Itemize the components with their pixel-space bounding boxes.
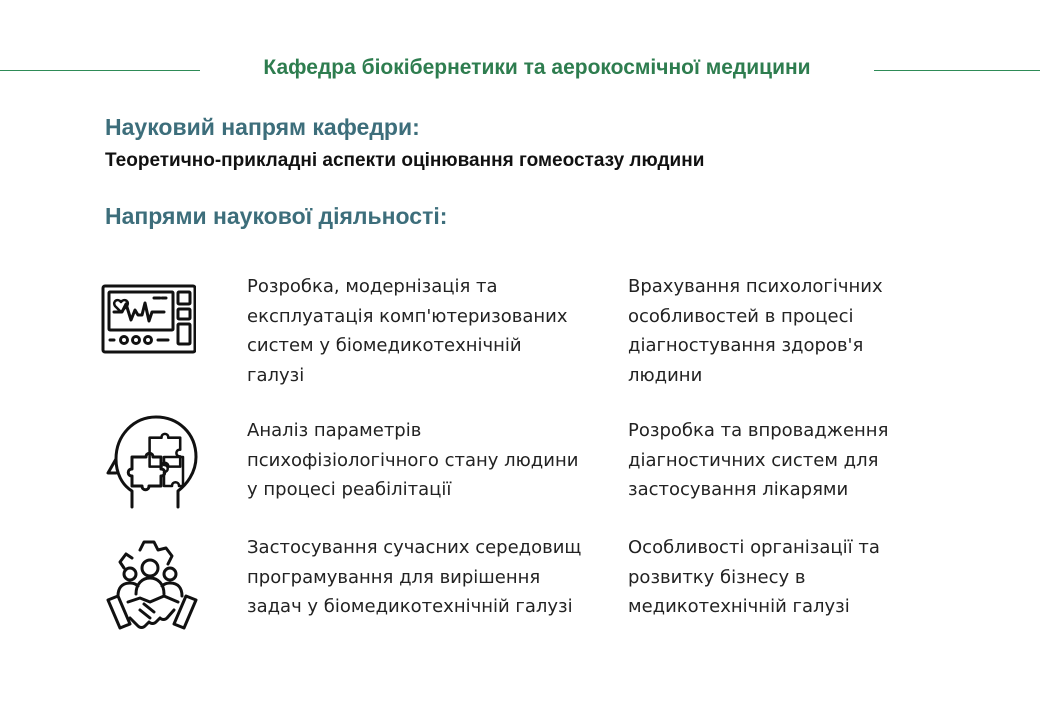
- text-line: програмування для вирішення: [247, 566, 541, 588]
- text-line: діагностування здоров'я: [628, 335, 864, 356]
- direction-2-left: [247, 416, 578, 505]
- text-line: психофізіологічного стану людини: [247, 449, 579, 471]
- direction-1-right: [628, 272, 883, 390]
- text-line: людини: [628, 364, 703, 386]
- direction-1-left: [247, 272, 567, 390]
- text-line: розвитку бізнесу в: [628, 566, 806, 588]
- text-line: галузі: [247, 364, 305, 386]
- text-line: Застосування сучасних середовищ: [247, 537, 582, 558]
- text-line: Розробка та впровадження: [628, 420, 889, 441]
- text-line: застосування лікарями: [628, 479, 849, 500]
- text-line: Особливості організації та: [628, 537, 880, 558]
- text-line: Аналіз параметрів: [247, 420, 422, 441]
- research-heading: Науковий напрям кафедри:: [105, 114, 420, 140]
- text-line: систем у біомедикотехнічній: [247, 335, 522, 356]
- text-line: особливостей в процесі: [628, 305, 854, 327]
- research-topic: Теоретично-прикладні аспекти оцінювання гомеостазу людини: [105, 150, 705, 171]
- text-line: експлуатація комп'ютеризованих: [247, 305, 568, 327]
- direction-3-left: [247, 533, 581, 622]
- text-line: задач у біомедикотехнічній галузі: [247, 596, 573, 617]
- header-divider-left: [0, 70, 200, 71]
- header-divider-right: [874, 70, 1040, 71]
- text-line: у процесі реабілітації: [247, 479, 452, 500]
- text-line: Розробка, модернізація та: [247, 276, 498, 297]
- team-handshake-gear-icon: [104, 538, 200, 634]
- page-title: Кафедра біокібернетики та аерокосмічної медицини: [263, 56, 811, 79]
- text-line: медикотехнічній галузі: [628, 596, 850, 617]
- direction-2-right: [628, 416, 888, 505]
- directions-heading: Напрями наукової діяльності:: [105, 203, 448, 229]
- text-line: Врахування психологічних: [628, 276, 883, 297]
- medical-monitor-icon: [100, 282, 196, 378]
- head-puzzle-icon: [104, 413, 200, 509]
- direction-3-right: [628, 533, 880, 622]
- text-line: діагностичних систем для: [628, 449, 879, 471]
